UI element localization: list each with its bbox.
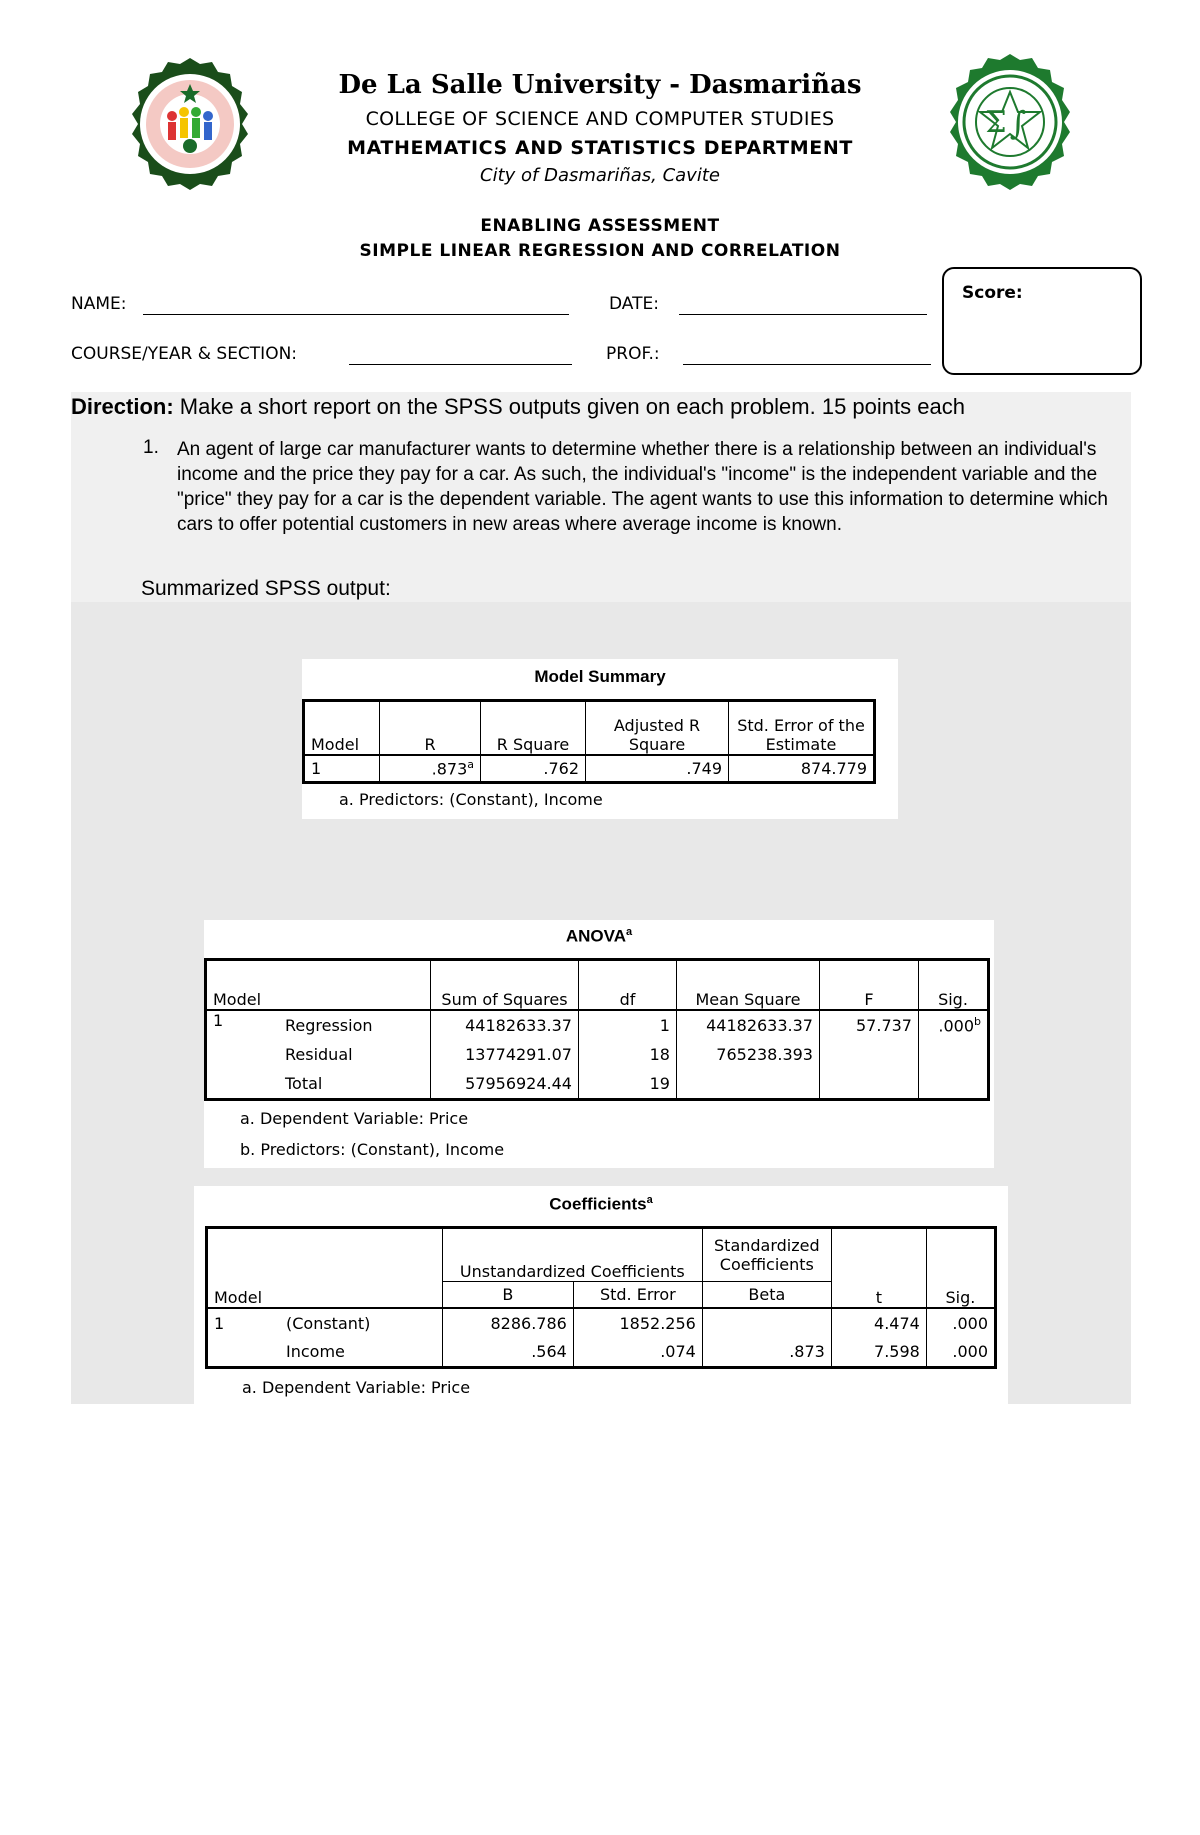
coefficients-panel (194, 1186, 1008, 1404)
anova-cell-ms: 44182633.37 (676, 1010, 819, 1040)
ms-header-adj-r-square: Adjusted R Square (586, 701, 729, 755)
anova-cell-empty (206, 1040, 280, 1070)
anova-cell-empty (206, 1070, 280, 1100)
anova-cell-empty (819, 1040, 918, 1070)
coef-cell-sig: .000 (926, 1338, 995, 1368)
direction-text (71, 394, 965, 420)
coefficients-title-sup: a (646, 1194, 653, 1206)
ms-footnote: a. Predictors: (Constant), Income (339, 790, 603, 809)
anova-title (204, 926, 994, 947)
coef-header-b: B (442, 1282, 573, 1308)
anova-footnote-a: a. Dependent Variable: Price (240, 1109, 469, 1128)
anova-row-regression (206, 1010, 989, 1040)
anova-cell-model: 1 (213, 1010, 224, 1030)
problem-number: 1. (143, 437, 159, 458)
city-name: City of Dasmariñas, Cavite (480, 165, 720, 186)
anova-header-sig: Sig. (918, 960, 988, 1010)
summary-label: Summarized SPSS output: (141, 577, 391, 600)
ms-cell-r-sup: a (467, 758, 474, 772)
problem-text: An agent of large car manufacturer wants to determine whether there is a relationship between an individual's income and the price they pay for a car. As such, the individual's "income" is the independent variable and the "price" they pay for a car is the dependent variable. The agent wants to use this information to determine which cars to offer potential customers in new areas where average income is known. (177, 439, 1108, 535)
anova-cell-ss: 44182633.37 (430, 1010, 578, 1040)
ms-cell-r-value: .873 (431, 759, 468, 779)
coef-header-model: Model (207, 1228, 443, 1308)
anova-table (204, 958, 990, 1101)
ms-header-r-square: R Square (481, 701, 586, 755)
coef-header-t: t (831, 1228, 926, 1308)
coef-row-constant (207, 1308, 996, 1338)
direction-label: Direction: (71, 394, 174, 419)
date-field[interactable] (679, 314, 927, 315)
name-label: NAME: (71, 294, 127, 314)
anova-header-ss: Sum of Squares (430, 960, 578, 1010)
anova-cell-sig-value: .000 (938, 1016, 975, 1036)
anova-cell-df: 19 (578, 1070, 676, 1100)
score-label: Score: (962, 283, 1023, 303)
coef-footnote: a. Dependent Variable: Price (242, 1378, 471, 1397)
coef-header-unstd: Unstandardized Coefficients (442, 1228, 702, 1282)
anova-cell-sig-sup: b (974, 1014, 981, 1028)
prof-field[interactable] (683, 364, 931, 365)
anova-header-ms: Mean Square (676, 960, 819, 1010)
coef-cell-beta (702, 1308, 831, 1338)
anova-row-total (206, 1070, 989, 1100)
anova-cell-f: 57.737 (819, 1010, 918, 1040)
coef-cell-label: (Constant) (286, 1313, 371, 1333)
coef-cell-se: 1852.256 (573, 1308, 702, 1338)
ms-cell-std-error: 874.779 (729, 755, 875, 783)
coef-header-sig: Sig. (926, 1228, 995, 1308)
coef-cell-label: Income (286, 1342, 345, 1362)
anova-cell-label: Regression (285, 1015, 373, 1035)
anova-cell-empty (918, 1070, 988, 1100)
anova-cell-label: Total (285, 1074, 323, 1094)
coef-cell-sig: .000 (926, 1308, 995, 1338)
anova-cell-sig (918, 1010, 988, 1040)
anova-footnote-b: b. Predictors: (Constant), Income (240, 1140, 505, 1159)
anova-header-model: Model (206, 960, 431, 1010)
coef-header-se: Std. Error (573, 1282, 702, 1308)
coef-cell-t: 7.598 (831, 1338, 926, 1368)
ms-cell-r (380, 755, 481, 783)
coef-cell-b: 8286.786 (442, 1308, 573, 1338)
course-field[interactable] (349, 364, 572, 365)
svg-text:∫: ∫ (1009, 104, 1027, 142)
anova-title-sup: a (626, 926, 633, 938)
coef-cell-se: .074 (573, 1338, 702, 1368)
anova-cell-empty (676, 1070, 819, 1100)
anova-cell-ss: 57956924.44 (430, 1070, 578, 1100)
coef-cell-b: .564 (442, 1338, 573, 1368)
ms-header-r: R (380, 701, 481, 755)
assessment-title: ENABLING ASSESSMENT (480, 216, 720, 236)
svg-text:Σ: Σ (985, 105, 1007, 140)
topic-title: SIMPLE LINEAR REGRESSION AND CORRELATION (359, 241, 841, 261)
model-summary-table (302, 699, 876, 784)
anova-cell-empty (819, 1070, 918, 1100)
coef-cell-empty (207, 1338, 281, 1368)
date-label: DATE: (609, 294, 659, 314)
coefficients-title (194, 1194, 1008, 1215)
anova-panel (204, 920, 994, 1168)
anova-cell-df: 18 (578, 1040, 676, 1070)
coefficients-title-text: Coefficients (549, 1194, 647, 1214)
anova-cell-empty (918, 1040, 988, 1070)
anova-cell-ms: 765238.393 (676, 1040, 819, 1070)
course-label: COURSE/YEAR & SECTION: (71, 344, 298, 364)
ms-cell-model: 1 (311, 758, 322, 778)
ms-cell-r-square: .762 (481, 755, 586, 783)
coef-row-income (207, 1338, 996, 1368)
prof-label: PROF.: (606, 344, 660, 364)
university-name: De La Salle University - Dasmariñas (338, 70, 862, 100)
ms-header-model: Model (304, 701, 380, 755)
coef-header-beta: Beta (702, 1282, 831, 1308)
direction-body: Make a short report on the SPSS outputs given on each problem. 15 points each (173, 394, 965, 419)
department-name: MATHEMATICS AND STATISTICS DEPARTMENT (347, 137, 853, 159)
college-name: COLLEGE OF SCIENCE AND COMPUTER STUDIES (365, 108, 835, 130)
anova-row-residual (206, 1040, 989, 1070)
name-field[interactable] (143, 314, 569, 315)
anova-cell-df: 1 (578, 1010, 676, 1040)
anova-cell-ss: 13774291.07 (430, 1040, 578, 1070)
model-summary-title: Model Summary (534, 667, 666, 686)
coefficients-table (205, 1226, 997, 1369)
coef-cell-model: 1 (214, 1313, 225, 1333)
model-summary-panel (302, 659, 898, 819)
ms-cell-adj-r-square: .749 (586, 755, 729, 783)
anova-header-f: F (819, 960, 918, 1010)
coef-header-std: Standardized Coefficients (702, 1228, 831, 1282)
anova-title-text: ANOVA (565, 926, 626, 946)
coef-cell-beta: .873 (702, 1338, 831, 1368)
anova-header-df: df (578, 960, 676, 1010)
coef-cell-t: 4.474 (831, 1308, 926, 1338)
ms-header-std-error: Std. Error of the Estimate (729, 701, 875, 755)
anova-cell-label: Residual (285, 1045, 353, 1064)
